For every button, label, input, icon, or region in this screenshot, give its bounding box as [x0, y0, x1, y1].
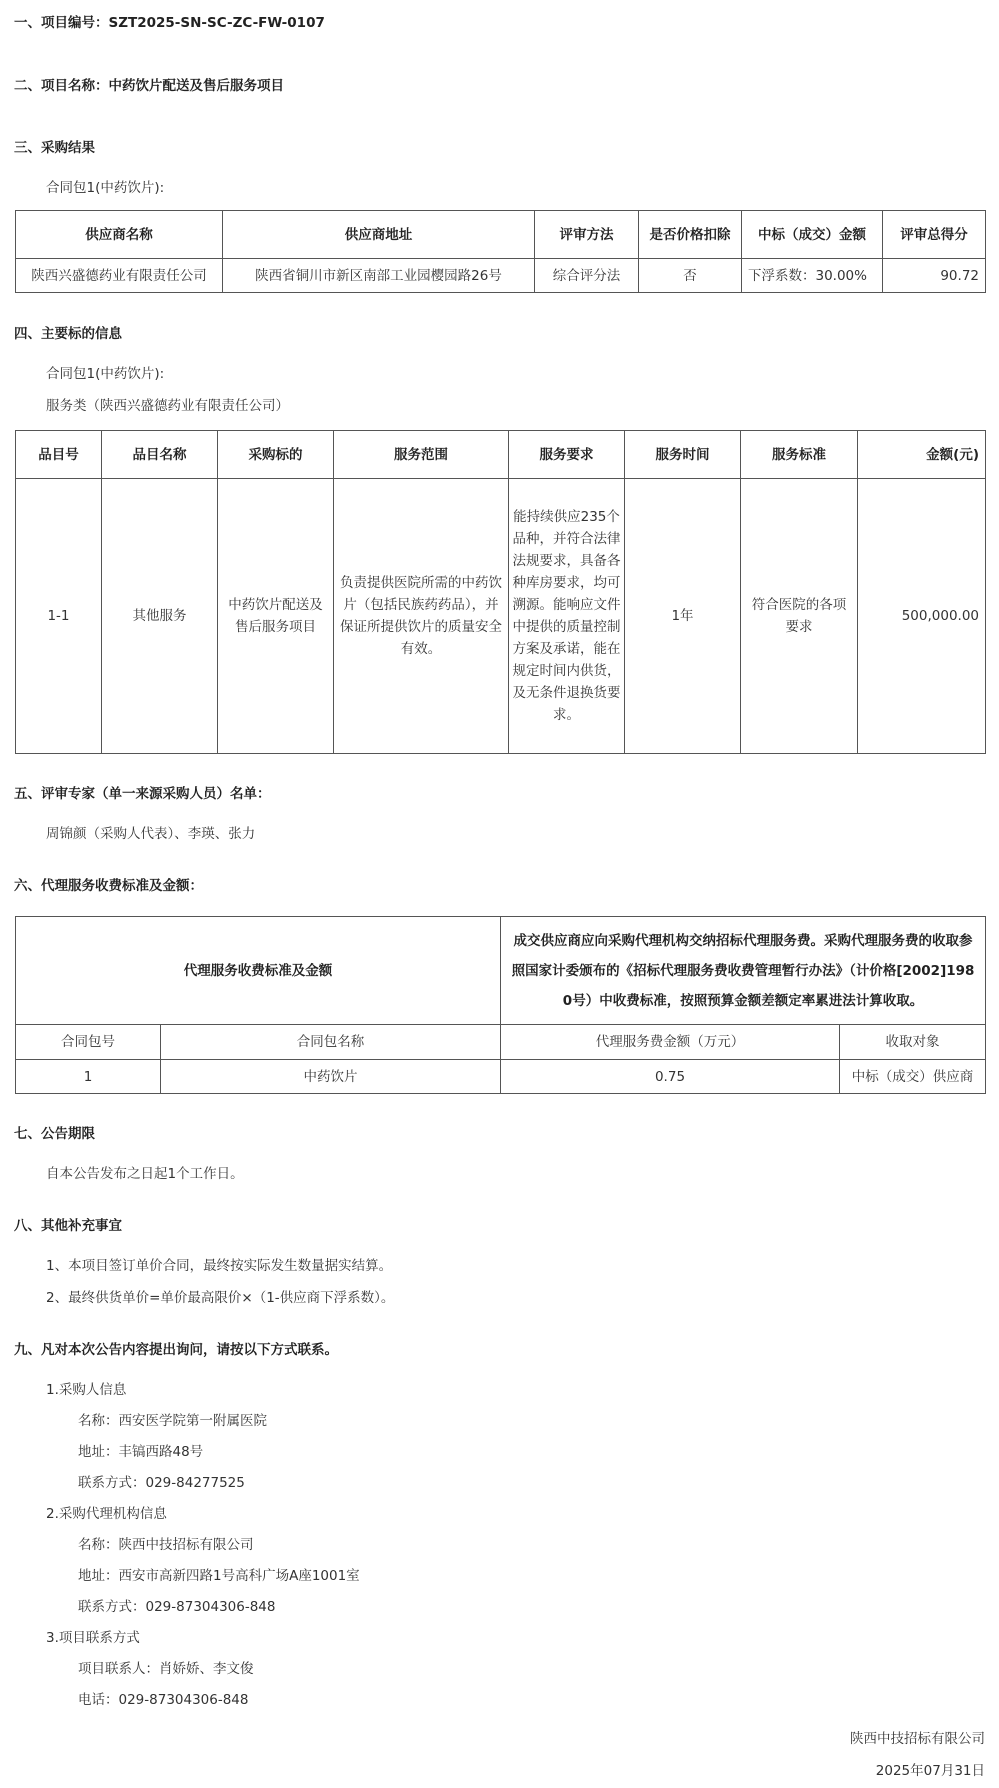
project-contact-phone: 电话：029-87304306-848 [78, 1692, 249, 1708]
section-main-subject: 四、主要标的信息 [14, 326, 122, 342]
header-review-method: 评审方法 [535, 211, 639, 259]
section-reviewers: 五、评审专家（单一来源采购人员）名单： [14, 786, 271, 802]
cell-service-time: 1年 [625, 479, 741, 754]
section-contact: 九、凡对本次公告内容提出询问，请按以下方式联系。 [14, 1342, 338, 1358]
buyer-contact: 联系方式：029-84277525 [78, 1475, 245, 1491]
project-name-label: 二、项目名称： [14, 78, 109, 94]
subject-category: 服务类（陕西兴盛德药业有限责任公司） [46, 398, 289, 414]
header-item-name: 品目名称 [102, 431, 218, 479]
section-agency-fee: 六、代理服务收费标准及金额： [14, 878, 203, 894]
project-contact-heading: 3.项目联系方式 [46, 1630, 140, 1646]
subject-package-label: 合同包1(中药饮片): [46, 366, 165, 382]
section-supplementary: 八、其他补充事宜 [14, 1218, 122, 1234]
table-row [16, 1060, 986, 1094]
header-item-no: 品目号 [16, 431, 102, 479]
cell-fee-payer: 中标（成交）供应商 [840, 1060, 986, 1094]
supplementary-item-1: 1、本项目签订单价合同，最终按实际发生数量据实结算。 [46, 1258, 393, 1274]
section-procurement-result: 三、采购结果 [14, 140, 95, 156]
project-name-value: 中药饮片配送及售后服务项目 [108, 78, 284, 94]
agency-contact: 联系方式：029-87304306-848 [78, 1599, 276, 1615]
cell-supplier-name: 陕西兴盛德药业有限责任公司 [16, 259, 223, 293]
result-package-label: 合同包1(中药饮片): [46, 180, 165, 196]
header-package-no: 合同包号 [16, 1025, 161, 1060]
header-supplier-address: 供应商地址 [223, 211, 535, 259]
cell-item-name: 其他服务 [102, 479, 218, 754]
header-package-name: 合同包名称 [161, 1025, 501, 1060]
project-name [14, 74, 284, 94]
reviewer-names: 周锦颜（采购人代表）、李瑛、张力 [46, 826, 256, 842]
cell-review-method: 综合评分法 [535, 259, 639, 293]
cell-award-amount: 下浮系数：30.00% [742, 259, 883, 293]
result-table-header [16, 211, 986, 259]
agency-fee-table [15, 916, 986, 1094]
header-price-deduction: 是否价格扣除 [639, 211, 742, 259]
header-service-scope: 服务范围 [334, 431, 509, 479]
cell-total-score: 90.72 [883, 259, 986, 293]
header-service-requirement: 服务要求 [509, 431, 625, 479]
agency-heading: 2.采购代理机构信息 [46, 1506, 167, 1522]
table-row [16, 479, 986, 754]
header-supplier-name: 供应商名称 [16, 211, 223, 259]
section-notice-period: 七、公告期限 [14, 1126, 95, 1142]
cell-item-no: 1-1 [16, 479, 102, 754]
result-table [15, 210, 986, 293]
buyer-address: 地址：丰镐西路48号 [78, 1444, 204, 1460]
header-fee-amount: 代理服务费金额（万元） [501, 1025, 840, 1060]
cell-fee-amount: 0.75 [501, 1060, 840, 1094]
cell-package-name: 中药饮片 [161, 1060, 501, 1094]
agency-address: 地址：西安市高新四路1号高科广场A座1001室 [78, 1568, 360, 1584]
header-amount: 金额(元) [858, 431, 986, 479]
project-number [14, 11, 325, 31]
buyer-name: 名称：西安医学院第一附属医院 [78, 1413, 267, 1429]
cell-service-standard: 符合医院的各项要求 [741, 479, 858, 754]
table-row [16, 259, 986, 293]
cell-service-requirement: 能持续供应235个品种，并符合法律法规要求，具备各种库房要求，均可溯源。能响应文件中提供的质量控制方案及承诺，能在规定时间内供货，及无条件退换货要求。 [509, 479, 625, 754]
cell-service-scope: 负责提供医院所需的中药饮片（包括民族药药品），并保证所提供饮片的质量安全有效。 [334, 479, 509, 754]
cell-supplier-address: 陕西省铜川市新区南部工业园樱园路26号 [223, 259, 535, 293]
cell-amount: 500,000.00 [858, 479, 986, 754]
subject-table-header [16, 431, 986, 479]
buyer-heading: 1.采购人信息 [46, 1382, 127, 1398]
project-contact-person: 项目联系人：肖娇娇、李文俊 [78, 1661, 254, 1677]
header-service-time: 服务时间 [625, 431, 741, 479]
footer-company: 陕西中技招标有限公司 [850, 1731, 985, 1747]
header-service-standard: 服务标准 [741, 431, 858, 479]
notice-period-text: 自本公告发布之日起1个工作日。 [46, 1166, 244, 1182]
agency-name: 名称：陕西中技招标有限公司 [78, 1537, 254, 1553]
project-number-value: SZT2025-SN-SC-ZC-FW-0107 [108, 15, 325, 31]
header-award-amount: 中标（成交）金额 [742, 211, 883, 259]
cell-procurement-subject: 中药饮片配送及售后服务项目 [218, 479, 334, 754]
project-number-label: 一、项目编号： [14, 15, 109, 31]
footer-date: 2025年07月31日 [875, 1763, 985, 1779]
subject-table [15, 430, 986, 754]
agency-fee-standard-row [16, 917, 986, 1025]
supplementary-item-2: 2、最终供货单价=单价最高限价×（1-供应商下浮系数）。 [46, 1290, 395, 1306]
cell-package-no: 1 [16, 1060, 161, 1094]
header-total-score: 评审总得分 [883, 211, 986, 259]
cell-price-deduction: 否 [639, 259, 742, 293]
header-fee-payer: 收取对象 [840, 1025, 986, 1060]
header-procurement-subject: 采购标的 [218, 431, 334, 479]
agency-fee-label: 代理服务收费标准及金额 [16, 917, 501, 1025]
agency-fee-header [16, 1025, 986, 1060]
agency-fee-description: 成交供应商应向采购代理机构交纳招标代理服务费。采购代理服务费的收取参照国家计委颁布的《招标代理服务费收费管理暂行办法》（计价格[2002]1980号）中收费标准，按照预算金额差额定率累进法计算收取。 [501, 917, 986, 1025]
